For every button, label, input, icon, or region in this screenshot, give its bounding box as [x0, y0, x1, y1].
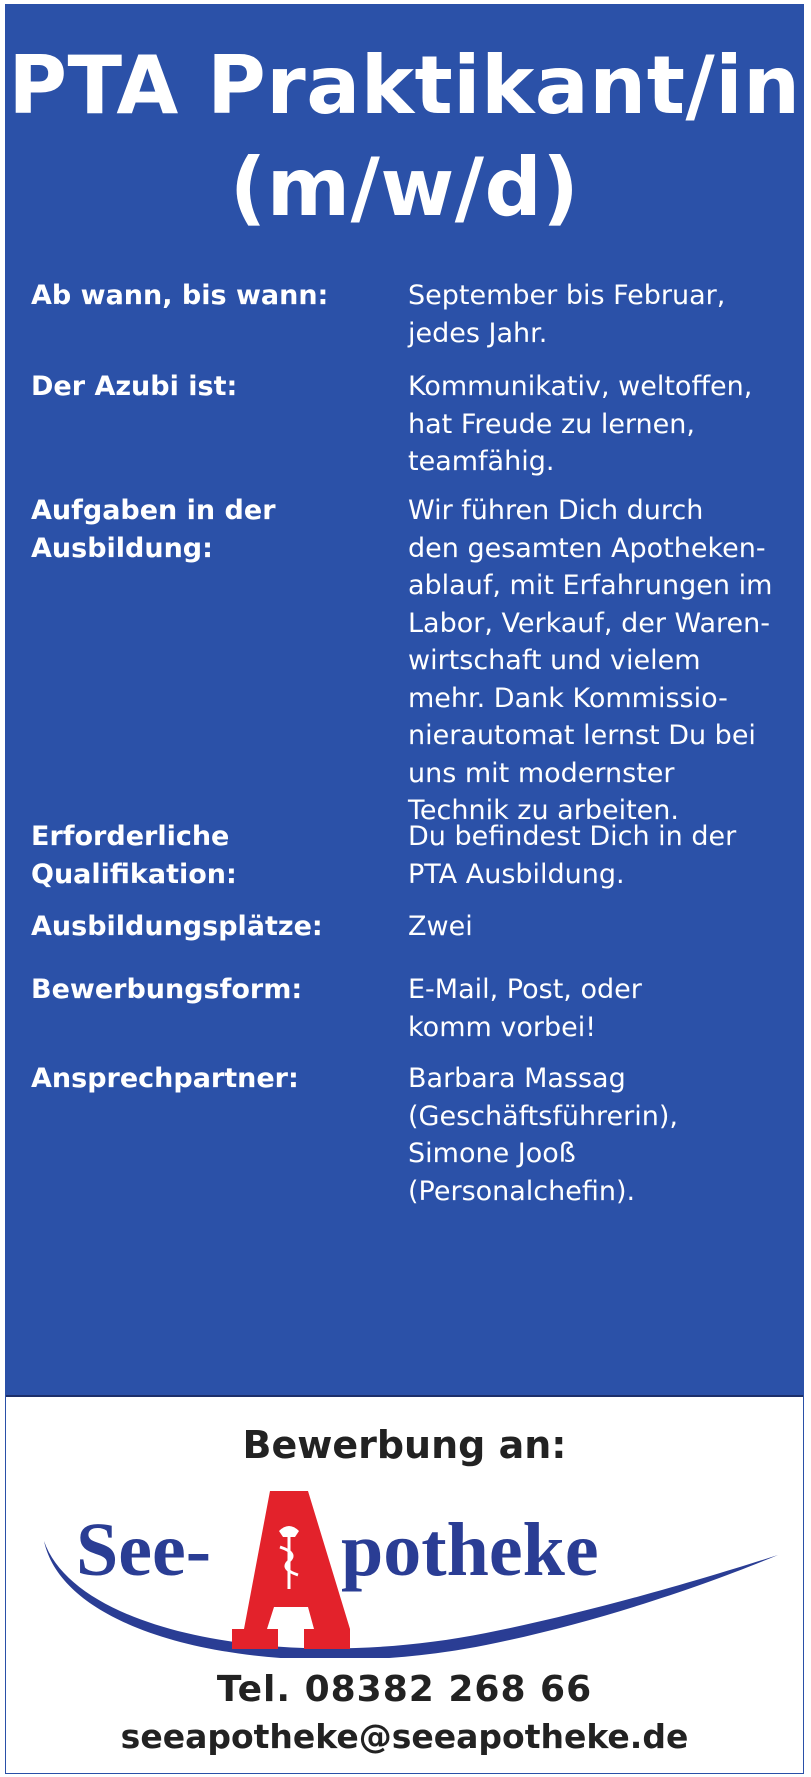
detail-label: Ansprechpartner: — [31, 1063, 299, 1094]
detail-value: Du befindest Dich in der PTA Ausbildung. — [408, 821, 737, 890]
detail-value: Zwei — [408, 911, 473, 942]
detail-value: Barbara Massag (Geschäftsführerin), Simone Jooß (Personalchefin). — [408, 1063, 678, 1207]
page-title — [6, 35, 803, 239]
detail-value: E-Mail, Post, oder komm vorbei! — [408, 974, 642, 1043]
detail-label: Ab wann, bis wann: — [31, 280, 329, 311]
application-heading: Bewerbung an: — [242, 1423, 567, 1467]
detail-value: Wir führen Dich durch den gesamten Apotheken- ablauf, mit Erfahrungen im Labor, Verkauf, der Waren- wirtschaft und vielem mehr. Dank Kommissio- nierautomat lernst Du bei uns mit modernster Technik zu arbeiten. — [408, 495, 773, 826]
logo-text-see: See- — [76, 1508, 212, 1592]
title-line-1: PTA Praktikant/in — [8, 39, 801, 132]
title-line-2: (m/w/d) — [229, 141, 580, 234]
see-apotheke-logo — [36, 1483, 786, 1658]
detail-label: Der Azubi ist: — [31, 371, 238, 402]
job-ad — [5, 4, 804, 1774]
phone-number: Tel. 08382 268 66 — [216, 1669, 593, 1710]
logo-text-potheke: potheke — [341, 1508, 599, 1592]
detail-label: Aufgaben in der Ausbildung: — [31, 495, 276, 564]
apotheke-a-icon — [232, 1491, 350, 1649]
email-address[interactable]: seeapotheke@seeapotheke.de — [120, 1717, 689, 1756]
detail-label: Erforderliche Qualifikation: — [31, 821, 237, 890]
detail-value: September bis Februar, jedes Jahr. — [408, 280, 726, 349]
detail-label: Ausbildungsplätze: — [31, 911, 323, 942]
details-panel — [6, 5, 803, 1397]
detail-value: Kommunikativ, weltoffen, hat Freude zu lernen, teamfähig. — [408, 371, 753, 477]
detail-label: Bewerbungsform: — [31, 974, 303, 1005]
